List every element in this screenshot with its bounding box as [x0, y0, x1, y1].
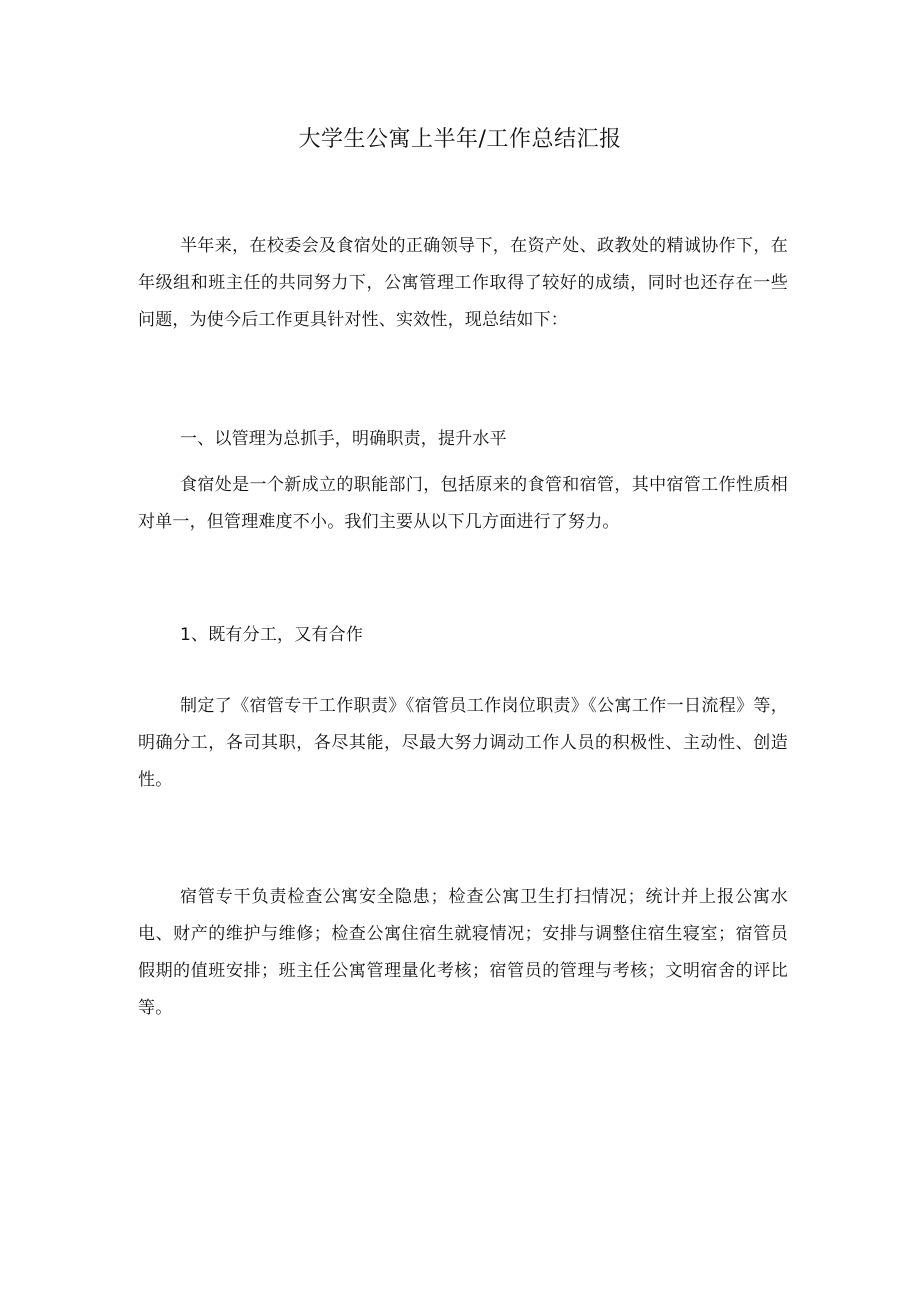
section-heading: 一、以管理为总抓手，明确职责，提升水平	[180, 429, 507, 449]
intro-paragraph: 半年来，在校委会及食宿处的正确领导下，在资产处、政教处的精诚协作下，在年级组和班主任的共同努力下，公寓管理工作取得了较好的成绩，同时也还存在一些问题，为使今后工作更具针对性、实效性，现总结如下：	[138, 236, 788, 330]
section-paragraph: 食宿处是一个新成立的职能部门，包括原来的食管和宿管，其中宿管工作性质相对单一，但管理难度不小。我们主要从以下几方面进行了努力。	[138, 475, 788, 532]
duties-paragraph: 宿管专干负责检查公寓安全隐患；检查公寓卫生打扫情况；统计并上报公寓水电、财产的维护与维修；检查公寓住宿生就寝情况；安排与调整住宿生寝室；宿管员假期的值班安排；班主任公寓管理量化考核；宿管员的管理与考核；文明宿舍的评比等。	[138, 887, 788, 1018]
document-title: 大学生公寓上半年/工作总结汇报	[298, 127, 622, 152]
item-detail-paragraph: 制定了《宿管专干工作职责》《宿管员工作岗位职责》《公寓工作一日流程》等，明确分工，各司其职，各尽其能，尽最大努力调动工作人员的积极性、主动性、创造性。	[138, 696, 788, 790]
item-heading: 1、既有分工，又有合作	[180, 625, 364, 645]
